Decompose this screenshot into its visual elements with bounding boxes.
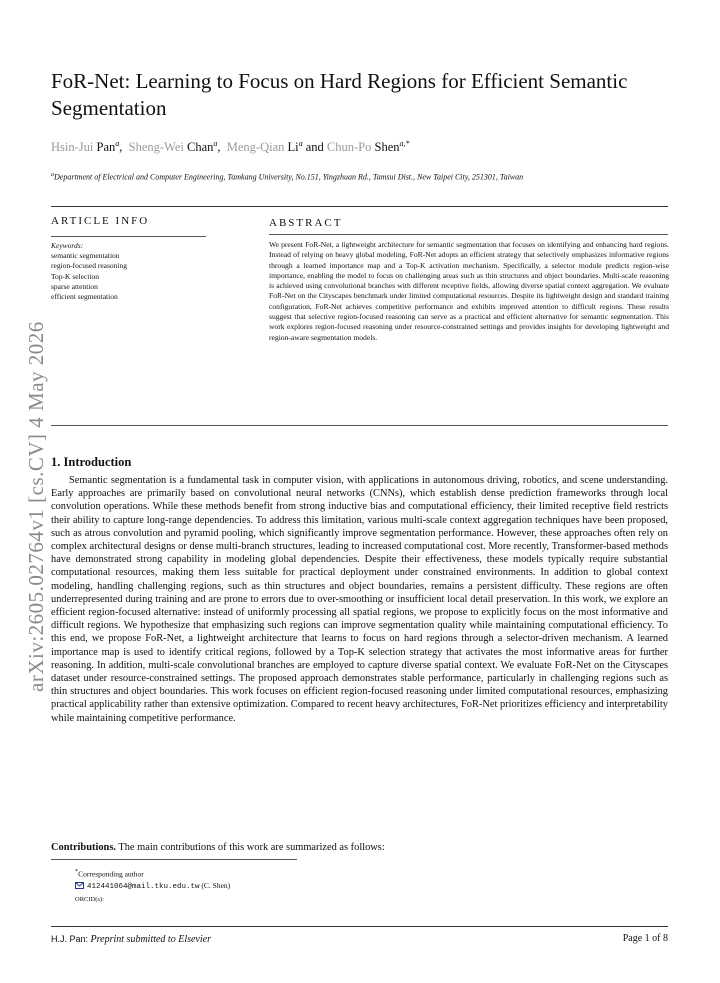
footnote-orcid: ORCID(s): <box>75 895 104 903</box>
keyword-item: sparse attention <box>51 281 98 291</box>
paper-title: FoR-Net: Learning to Focus on Hard Regions for Efficient Semantic Segmentation <box>51 69 628 120</box>
footnote-corresponding: *Corresponding author <box>75 868 144 879</box>
header-divider <box>51 206 668 207</box>
abstract-text: We present FoR-Net, a lightweight architecture for semantic segmentation that focuses on identifying and enhancing hard regions. Instead of relying on heavy global modeling, FoR-Net adopts an efficient strategy that selectively emphasizes informative regions through a learned importance map and a Top-K activation mechanism. Specifically, a selector module predicts region-wise importance, enabling the model to focus on challenging areas such as thin structures and object boundaries. Multi-scale reasoning is achieved using convolutional branches with different receptive fields, allowing diverse spatial context aggregation. We evaluate FoR-Net on the Cityscapes benchmark under limited computational resources. Despite its lightweight design and standard training configuration, FoR-Net achieves competitive performance and exhibits improved attention to difficult regions. These results suggest that selective region-focused reasoning can serve as a practical and efficient alternative for semantic segmentation. This work explores region-focused reasoning under resource-constrained settings and provides insights for developing lightweight and region-aware segmentation models. <box>269 240 669 342</box>
envelope-icon <box>75 882 84 889</box>
keyword-item: region-focused reasoning <box>51 261 128 271</box>
introduction-heading: 1. Introduction <box>51 455 132 469</box>
keyword-item: efficient segmentation <box>51 292 118 302</box>
abstract-bottom-divider <box>51 425 668 426</box>
arxiv-identifier-text: arXiv:2605.02764v1 [cs.CV] 4 May 2026 <box>24 321 48 692</box>
author-3: Meng-Qian Li$^a$ <box>226 139 303 155</box>
author-list <box>51 139 410 155</box>
contributions-label: Contributions. <box>51 842 116 853</box>
keywords-list <box>51 251 127 302</box>
footer-journal: Preprint submitted to Elsevier <box>90 934 211 945</box>
author-and: and <box>305 140 324 155</box>
page-number: Page 1 of 8 <box>622 933 668 944</box>
introduction-body <box>51 474 668 725</box>
arxiv-identifier-stamp <box>22 262 50 692</box>
abstract-divider <box>269 234 668 235</box>
keywords-label: Keywords: <box>51 241 84 250</box>
author-2: Sheng-Wei Chan$^a$, <box>128 139 221 155</box>
introduction-paragraph: Semantic segmentation is a fundamental task in computer vision, with applications in autonomous driving, robotics, and scene understanding. Early approaches are primarily based on convolutional neural networks (CNNs), which establish dense prediction frameworks through local convolution operations. While these methods benefit from strong inductive bias and computational efficiency, their limited receptive field restricts their ability to capture long-range dependencies. To address this limitation, various multi-scale context aggregation techniques have been proposed, such as atrous convolution and pyramid pooling, which significantly improve segmentation performance. However, these approaches often rely on complex architectural designs or dense multi-branch structures, leading to increased computational cost. More recently, Transformer-based methods have demonstrated strong capability in modeling global dependencies. Despite their effectiveness, these models typically require substantial computational resources, making them less suitable for practical deployment under constrained environments. In addition to global context modeling, handling challenging regions, such as thin structures and object boundaries, remains a persistent difficulty. These regions are often underrepresented during training and are prone to errors due to over-smoothing or insufficient local detail preservation. In this work, we explore an efficient region-focused alternative: instead of uniformly processing all spatial regions, we propose to explicitly focus on the most informative and difficult regions. We hypothesize that emphasizing such regions can improve segmentation quality while maintaining computational efficiency. To this end, we propose FoR-Net, a lightweight architecture that learns to focus on hard regions through a selector-driven mechanism. A learned importance map is used to identify critical regions, followed by a Top-K selection strategy that activates the most informative areas for further reasoning. In addition, multi-scale convolutional branches are employed to capture diverse spatial context. We evaluate FoR-Net on the Cityscapes dataset under resource-constrained settings. The proposed approach demonstrates stable performance, particularly in challenging regions such as thin structures and object boundaries. This work focuses on efficient region-focused reasoning under limited computational resources, emphasizing practical applicability rather than extensive optimization. Compared to recent heavy architectures, FoR-Net prioritizes efficiency and interpretability while maintaining competitive performance. <box>51 475 668 724</box>
keyword-item: Top-K selection <box>51 271 100 281</box>
contributions-text: The main contributions of this work are summarized as follows: <box>115 842 385 853</box>
footnote-divider <box>51 859 297 860</box>
article-info-divider <box>51 236 206 237</box>
author-4: Chun-Po Shen$^{a,*}$ <box>326 139 410 155</box>
footnote-email-line: 412441064@mail.tku.edu.tw (C. Shen) <box>75 880 230 894</box>
email-link[interactable]: 412441064@mail.tku.edu.tw <box>87 883 200 891</box>
author-1: Hsin-Jui Pan$^a$, <box>51 139 123 155</box>
footer-left: H.J. Pan: Preprint submitted to Elsevier <box>51 934 211 945</box>
affiliation: $^a$Department of Electrical and Computer Engineering, Tamkang University, No.151, Yingzhuan Rd., Tamsui Dist., New Taipei City, 251301, Taiwan <box>51 172 524 182</box>
contributions-line <box>51 842 385 853</box>
footnote <box>75 866 230 905</box>
footer-divider <box>51 926 668 927</box>
keyword-item: semantic segmentation <box>51 251 120 260</box>
abstract-heading: ABSTRACT <box>269 217 343 229</box>
article-info-heading: ARTICLE INFO <box>51 215 150 227</box>
